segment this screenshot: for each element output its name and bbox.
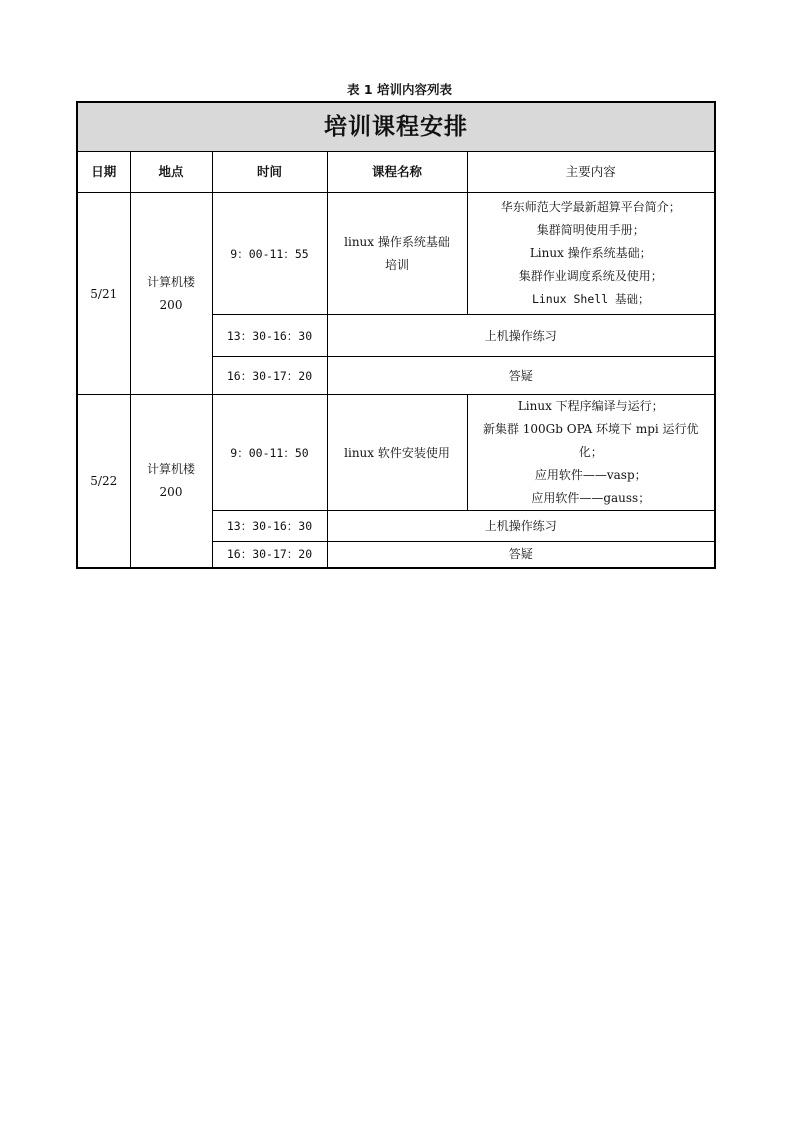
content-line: 华东师范大学最新超算平台简介；: [500, 200, 681, 214]
day2-date: 5/22: [77, 395, 130, 568]
day1-session1-time: 9：00-11：55: [212, 193, 327, 315]
table-caption: 表 1 培训内容列表: [347, 82, 452, 97]
day1-session3-activity: 答疑: [327, 357, 715, 395]
day2-session3-activity: 答疑: [327, 542, 715, 568]
table-row: [77, 193, 715, 315]
day2-session1-course: linux 软件安装使用: [327, 395, 467, 511]
day1-session3-time: 16：30-17：20: [212, 357, 327, 395]
table-row: [77, 395, 715, 511]
day1-session2-time: 13：30-16：30: [212, 315, 327, 357]
day2-session1-content: [467, 395, 715, 511]
day1-location: [130, 193, 212, 395]
content-line: 应用软件——vasp；: [534, 468, 647, 482]
day2-session1-time: 9：00-11：50: [212, 395, 327, 511]
day2-location: [130, 395, 212, 568]
day1-location-line1: 计算机楼: [146, 274, 195, 289]
day1-session1-course: [327, 193, 467, 315]
content-line: 集群作业调度系统及使用；: [518, 269, 663, 283]
day2-session3-time: 16：30-17：20: [212, 542, 327, 568]
day1-course-line2: 培训: [384, 257, 409, 272]
table-title-row: [77, 102, 715, 152]
day1-session1-content: [467, 193, 715, 315]
header-location: 地点: [130, 152, 212, 193]
day1-course-line1: linux 操作系统基础: [344, 234, 450, 249]
day1-location-line2: 200: [159, 297, 183, 312]
header-content: 主要内容: [467, 152, 715, 193]
day2-session2-activity: 上机操作练习: [327, 511, 715, 542]
header-time: 时间: [212, 152, 327, 193]
content-line: Linux Shell 基础；: [531, 292, 650, 306]
day1-session2-activity: 上机操作练习: [327, 315, 715, 357]
header-date: 日期: [77, 152, 130, 193]
training-schedule-table: [76, 101, 716, 569]
day2-location-line2: 200: [159, 484, 183, 499]
content-line: 集群简明使用手册；: [536, 223, 645, 237]
day2-location-line1: 计算机楼: [146, 461, 195, 476]
content-line: 应用软件——gauss；: [531, 491, 651, 505]
content-line: 新集群 100Gb OPA 环境下 mpi 运行优化；: [482, 422, 699, 459]
day1-date: 5/21: [77, 193, 130, 395]
header-row: [77, 152, 715, 193]
header-course: 课程名称: [327, 152, 467, 193]
content-line: Linux 下程序编译与运行；: [517, 399, 664, 413]
content-line: Linux 操作系统基础；: [529, 246, 652, 260]
table-title: 培训课程安排: [77, 102, 715, 152]
day2-session2-time: 13：30-16：30: [212, 511, 327, 542]
